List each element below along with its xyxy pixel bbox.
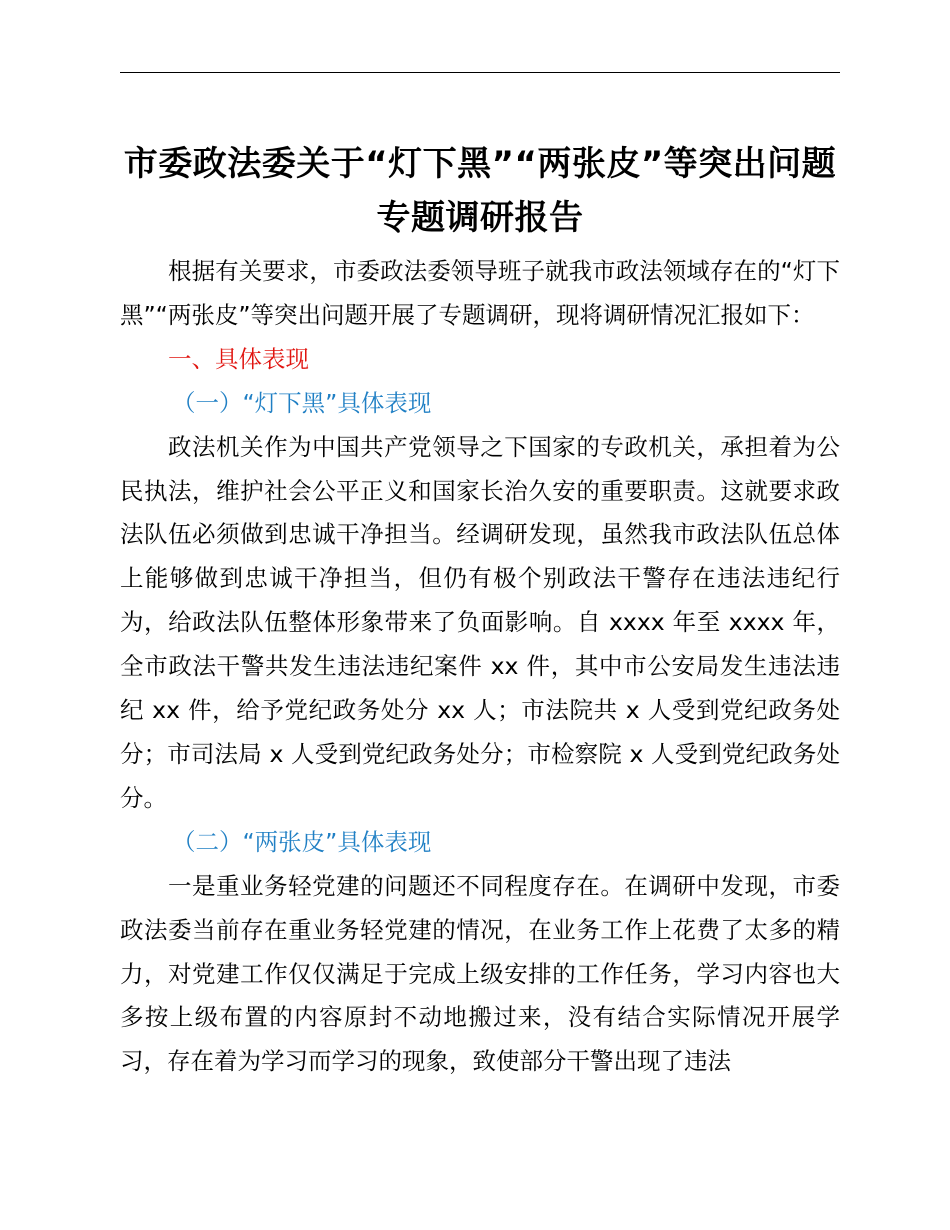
document-title-line-2: 专题调研报告 [376, 198, 584, 238]
document-title-line-1: 市委政法委关于“灯下黑”“两张皮”等突出问题 [123, 144, 837, 184]
liangzhangpi-paragraph: 一是重业务轻党建的问题还不同程度存在。在调研中发现，市委政法委当前存在重业务轻党建的情况，在业务工作上花费了太多的精力，对党建工作仅仅满足于完成上级安排的工作任务，学习内容也大多按上级布置的内容原封不动地搬过来，没有结合实际情况开展学习，存在着为学习而学习的现象，致使部分干警出现了违法 [120, 871, 840, 1076]
document-body [120, 250, 840, 1084]
section-heading-specific-manifestations: 一、具体表现 [168, 344, 309, 373]
dengxiahei-paragraph: 政法机关作为中国共产党领导之下国家的专政机关，承担着为公民执法，维护社会公平正义和国家长治久安的重要职责。这就要求政法队伍必须做到忠诚干净担当。经调研发现，虽然我市政法队伍总体上能够做到忠诚干净担当，但仍有极个别政法干警存在违法违纪行为，给政法队伍整体形象带来了负面影响。自 xxxx 年至 xxxx 年，全市政法干警共发生违法违纪案件 xx 件，其中市公安局发生违法违纪 xx 件，给予党纪政务处分 xx 人；市法院共 x 人受到党纪政务处分；市司法局 x 人受到党纪政务处分；市检察院 x 人受到党纪政务处分。 [120, 432, 840, 812]
header-rule [120, 72, 840, 73]
subsection-heading-dengxiahei: （一）“灯下黑”具体表现 [172, 388, 432, 417]
subsection-heading-liangzhangpi: （二）“两张皮”具体表现 [172, 827, 432, 856]
intro-paragraph: 根据有关要求，市委政法委领导班子就我市政法领域存在的“灯下黑”“两张皮”等突出问题开展了专题调研，现将调研情况汇报如下： [120, 257, 840, 329]
